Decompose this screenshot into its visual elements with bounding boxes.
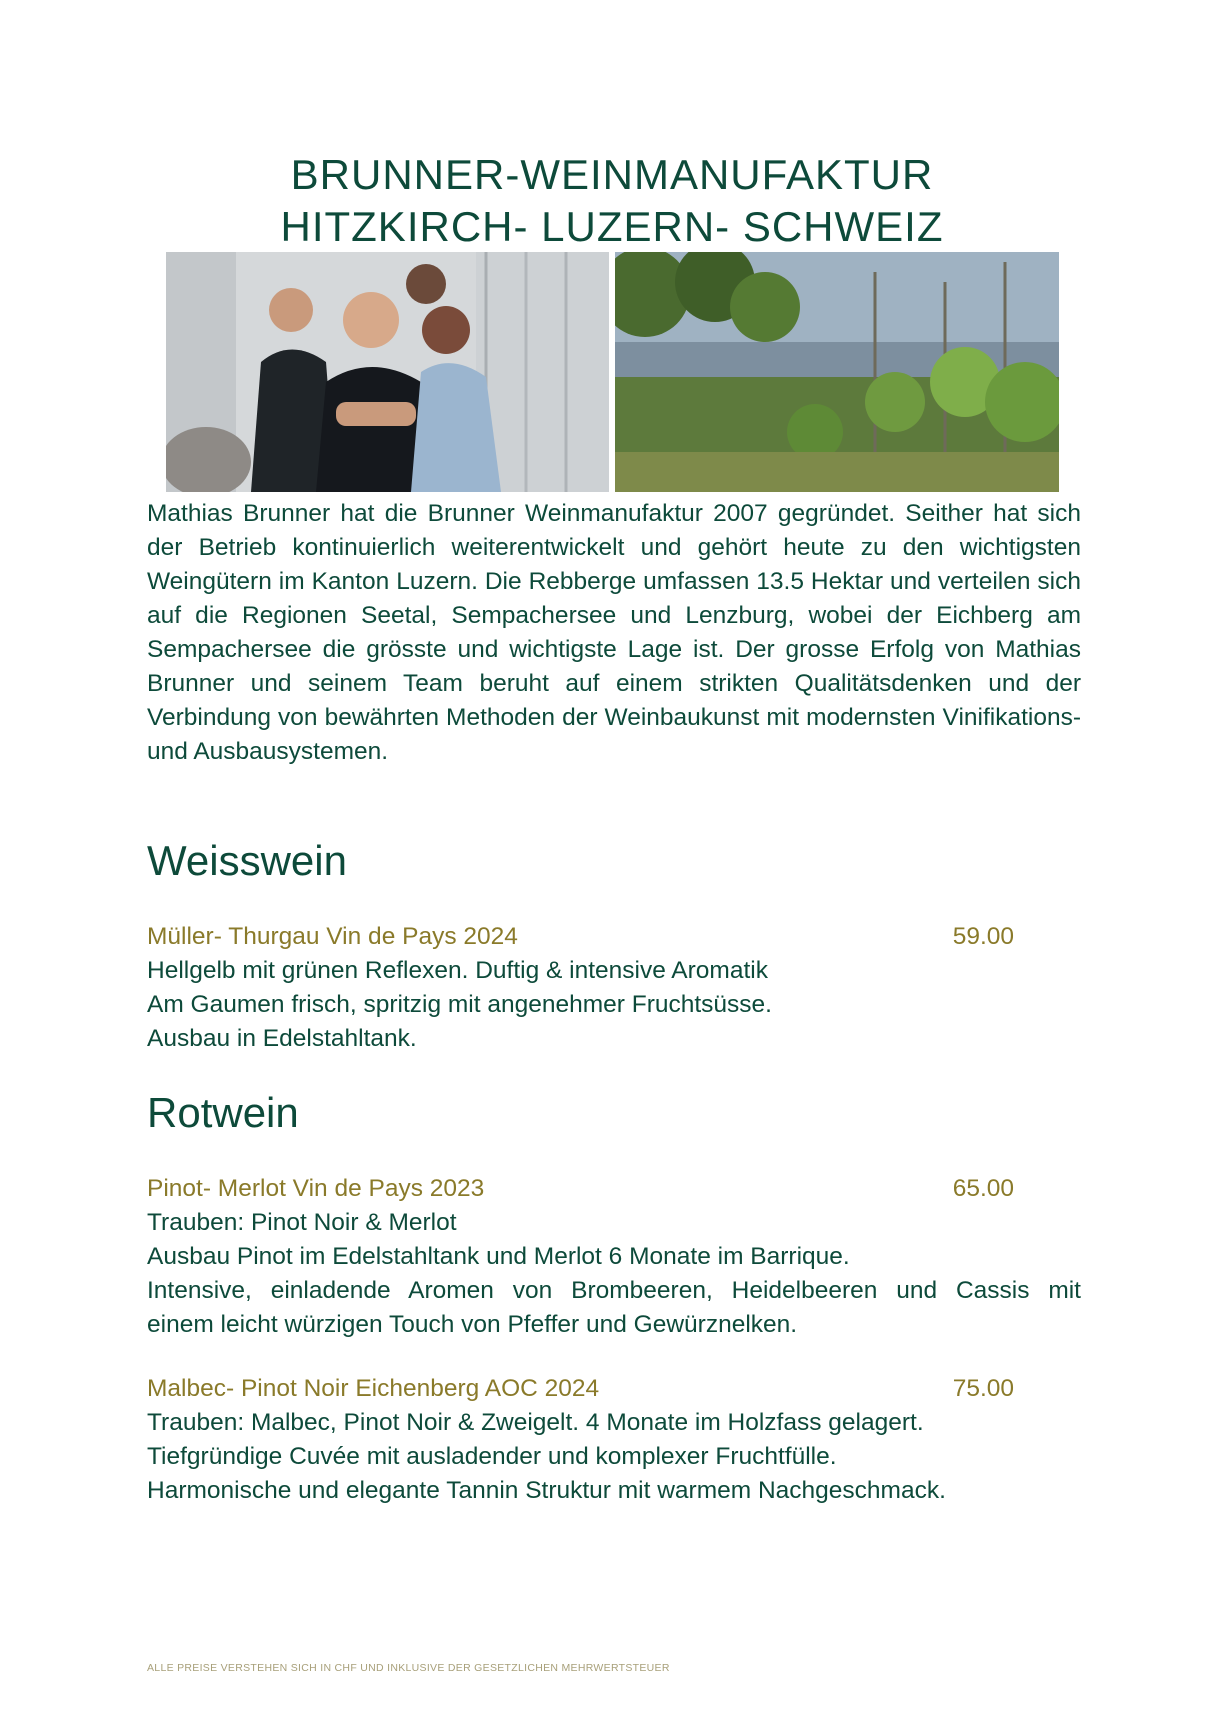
page-title-line2: HITZKIRCH- LUZERN- SCHWEIZ (280, 203, 944, 250)
wine-description (147, 1406, 1081, 1508)
wine-name: Müller- Thurgau Vin de Pays 2024 (147, 923, 518, 950)
wine-name: Malbec- Pinot Noir Eichenberg AOC 2024 (147, 1375, 600, 1402)
wine-price: 75.00 (952, 1375, 1014, 1402)
section-title-weisswein: Weisswein (147, 837, 347, 884)
price-disclaimer: ALLE PREISE VERSTEHEN SICH IN CHF UND INKLUSIVE DER GESETZLICHEN MEHRWERTSTEUER (147, 1662, 670, 1674)
wine-name: Pinot- Merlot Vin de Pays 2023 (147, 1175, 485, 1202)
section-title-rotwein: Rotwein (147, 1089, 299, 1136)
family-photo (166, 252, 609, 492)
wine-description (147, 954, 1081, 1056)
wine-description-line: Am Gaumen frisch, spritzig mit angenehmer Fruchtsüsse. (147, 991, 772, 1018)
wine-description (147, 1206, 1081, 1342)
wine-price: 65.00 (952, 1175, 1014, 1202)
wine-price: 59.00 (952, 923, 1014, 950)
wine-description-line: Trauben: Pinot Noir & Merlot (147, 1209, 457, 1236)
page-title-line1: BRUNNER-WEINMANUFAKTUR (290, 151, 934, 198)
wine-description-line: einem leicht würzigen Touch von Pfeffer und Gewürznelken. (147, 1311, 798, 1338)
wine-description-line: Tiefgründige Cuvée mit ausladender und komplexer Fruchtfülle. (147, 1443, 837, 1470)
wine-description-line: Intensive, einladende Aromen von Brombeeren, Heidelbeeren und Cassis mit (147, 1277, 1081, 1304)
wine-description-line: Harmonische und elegante Tannin Struktur mit warmem Nachgeschmack. (147, 1477, 946, 1504)
wine-description-line: Trauben: Malbec, Pinot Noir & Zweigelt. 4 Monate im Holzfass gelagert. (147, 1409, 924, 1436)
intro-text: Mathias Brunner hat die Brunner Weinmanufaktur 2007 gegründet. Seither hat sich der Betrieb kontinuierlich weiterentwickelt und gehört heute zu den wichtigsten Weingütern im Kanton Luzern. Die Rebberge umfassen 13.5 Hektar und verteilen sich auf die Regionen Seetal, Sempachersee und Lenzburg, wobei der Eichberg am Sempachersee die grösste und wichtigste Lage ist. Der grosse Erfolg von Mathias Brunner und seinem Team beruht auf einem strikten Qualitätsdenken und der Verbindung von bewährten Methoden der Weinbaukunst mit modernsten Vinifikations- und Ausbausystemen. (147, 500, 1081, 765)
wine-description-line: Hellgelb mit grünen Reflexen. Duftig & intensive Aromatik (147, 957, 768, 984)
wine-description-line: Ausbau in Edelstahltank. (147, 1025, 417, 1052)
wine-description-line: Ausbau Pinot im Edelstahltank und Merlot 6 Monate im Barrique. (147, 1243, 850, 1270)
vineyard-photo (615, 252, 1059, 492)
